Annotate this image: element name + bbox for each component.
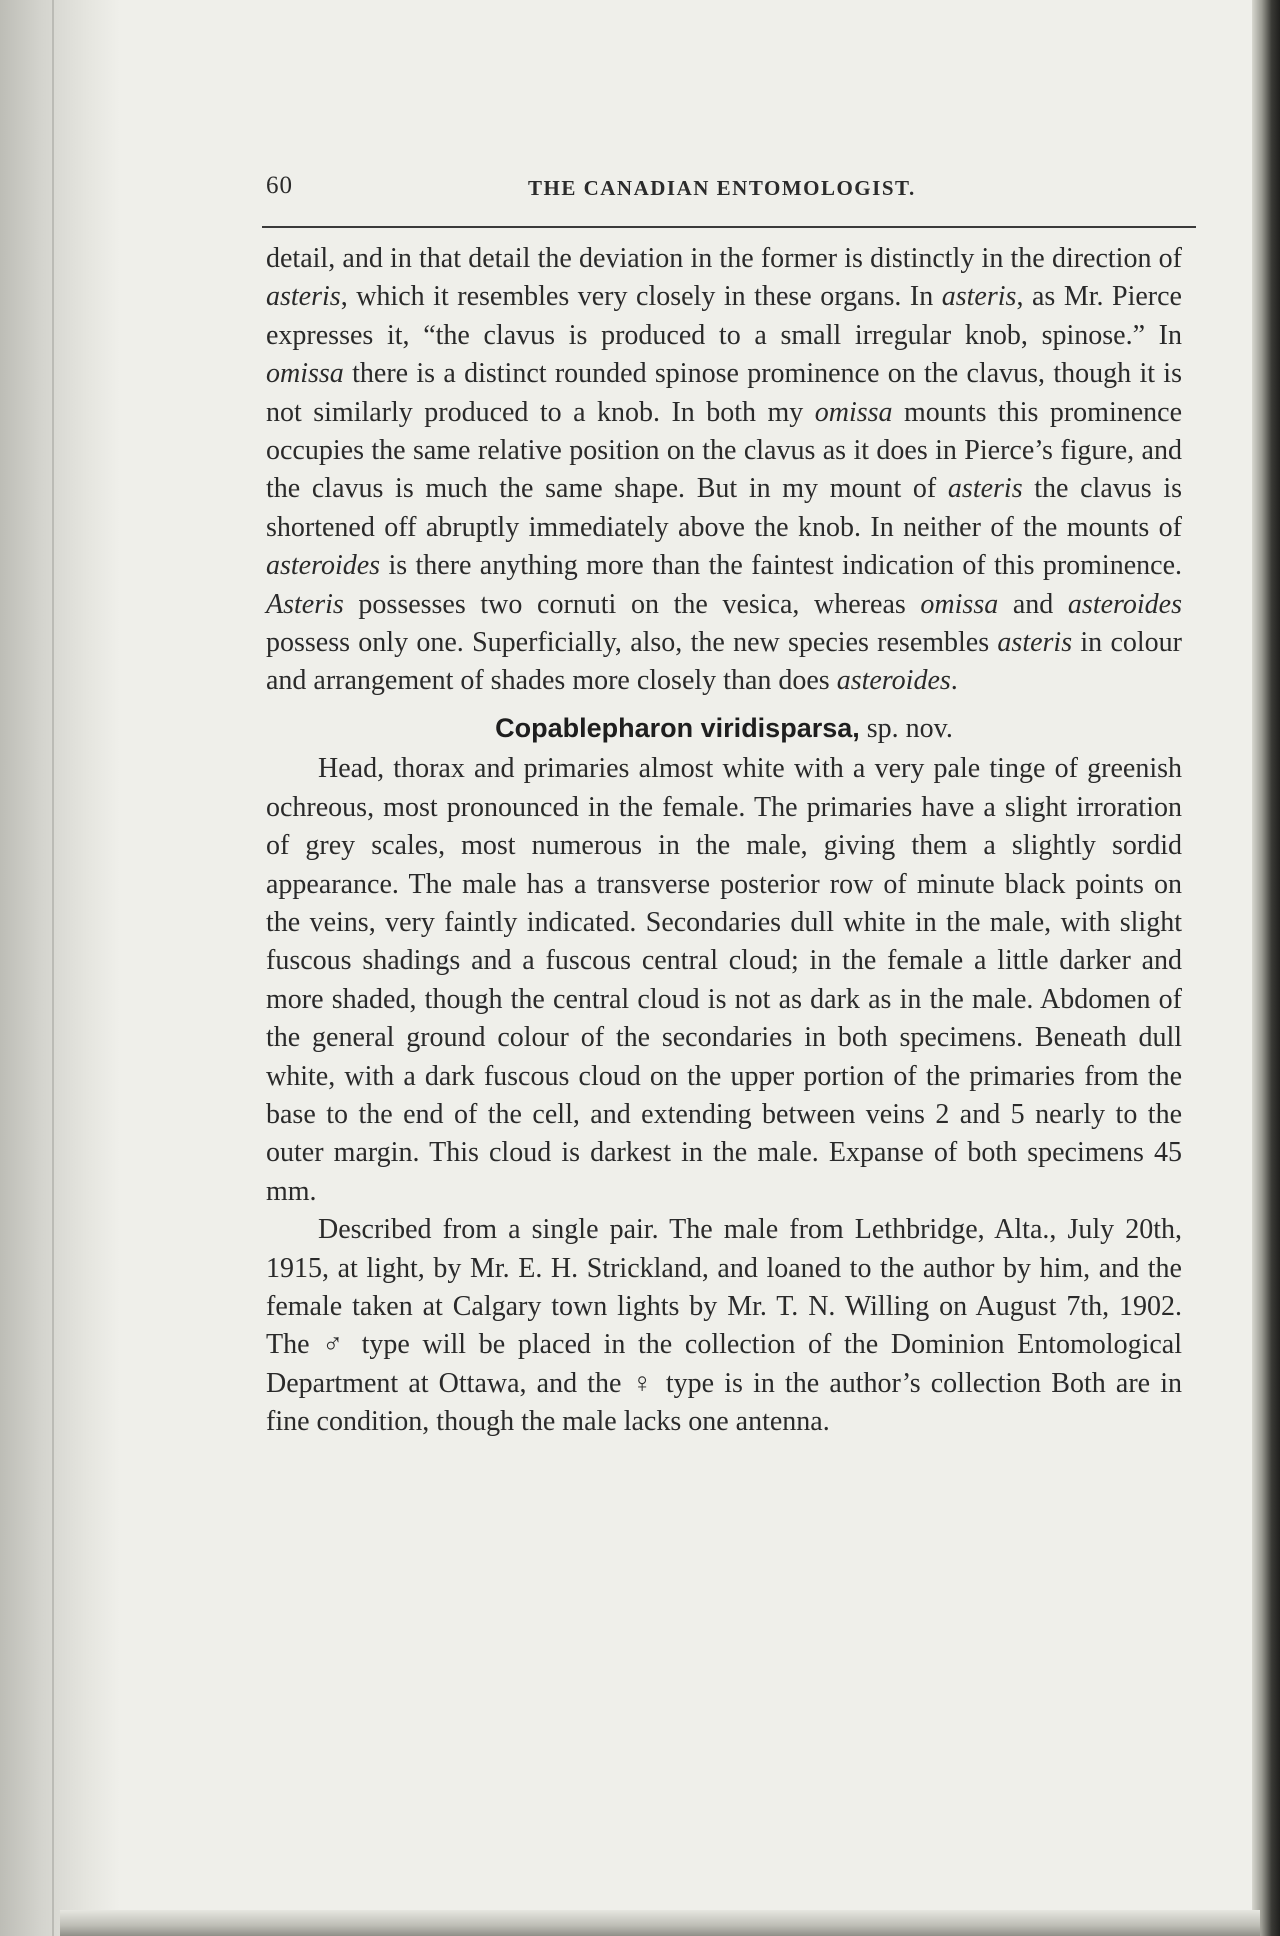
text-run: there is a distinct rounded spinose prominence on the clavus, though it is not similarly produced to a knob. In both my [266, 358, 1182, 428]
paragraph-description: Head, thorax and primaries almost white with a very pale tinge of greenish ochreous, most pronounced in the female. The primaries have a slight irroration of grey scales, most numerous in the male, giving them a slightly sordid appearance. The male has a transverse posterior row of minute black points on the veins, very faintly indicated. Secondaries dull white in the male, with slight fuscous shadings and a fuscous central cloud; in the female a little darker and more shaded, though the central cloud is not as dark as in the male. Abdomen of the general ground colour of the secondaries in both specimens. Beneath dull white, with a dark fuscous cloud on the upper portion of the primaries from the base to the end of the cell, and extending between veins 2 and 5 nearly to the outer margin. This cloud is darkest in the male. Expanse of both specimens 45 mm. [266, 753, 1182, 1207]
text-run: in colour and arrangement of shades more closely than does [266, 627, 1183, 697]
text-run: detail, and in that detail the deviation in the former is distinctly in the direction of [266, 243, 1182, 274]
text-run: mounts this prominence occupies the same relative position on the clavus as it does in Pierce’s figure, and the clavus is much the same shape. But in my mount of [266, 396, 1183, 505]
species-name-italic: asteroides [266, 550, 381, 582]
species-name: Copablepharon viridisparsa, [495, 712, 860, 743]
paragraph-continuation [266, 240, 1182, 701]
species-suffix: sp. nov. [859, 712, 953, 744]
species-name-italic: asteroides [836, 665, 951, 697]
text-run: possesses two cornuti on the vesica, whereas [343, 588, 921, 620]
text-run: possess only one. Superficially, also, the new species resembles [266, 627, 998, 659]
species-name-italic: Asteris [266, 588, 344, 620]
species-name-italic: asteris [997, 627, 1073, 659]
gutter-crease [52, 0, 54, 1936]
paragraph-type-locality: Described from a single pair. The male from Lethbridge, Alta., July 20th, 1915, at light, by Mr. E. H. Strickland, and loaned to the author by him, and the female taken at Calgary town lights by Mr. T. N. Willing on August 7th, 1902. The ♂ type will be placed in the collection of the Dominion Entomological Department at Ottawa, and the ♀ type is in the author’s collection Both are in fine condition, though the male lacks one antenna. [266, 1214, 1182, 1438]
species-name-italic: asteris [266, 281, 341, 313]
species-name-italic: asteris [947, 473, 1023, 505]
text-run: is there anything more than the faintest indication of this prominence. [380, 550, 1182, 582]
species-name-italic: omissa [920, 588, 999, 620]
text-run: and [998, 588, 1068, 620]
page-bottom-edge [60, 1910, 1260, 1936]
page-header [266, 172, 1198, 212]
text-run: the clavus is shortened off abruptly immediately above the knob. In neither of the mounts of [266, 473, 1182, 543]
book-gutter-shadow [0, 0, 120, 1936]
text-run: , which it resembles very closely in these organs. In [340, 281, 942, 313]
species-name-italic: asteris [941, 281, 1017, 313]
species-heading [266, 709, 1182, 748]
page-number: 60 [266, 172, 293, 199]
running-head: THE CANADIAN ENTOMOLOGIST. [528, 176, 916, 200]
header-rule [262, 226, 1196, 228]
species-name-italic: asteroides [1067, 588, 1182, 620]
species-name-italic: omissa [814, 396, 893, 428]
text-run: , as Mr. Pierce expresses it, “the clavus is produced to a small irregular knob, spinose.” In [266, 281, 1182, 351]
page-body [266, 240, 1182, 1442]
text-run: . [950, 665, 958, 697]
page-edge-shadow [1252, 0, 1280, 1936]
species-name-italic: omissa [266, 358, 344, 390]
